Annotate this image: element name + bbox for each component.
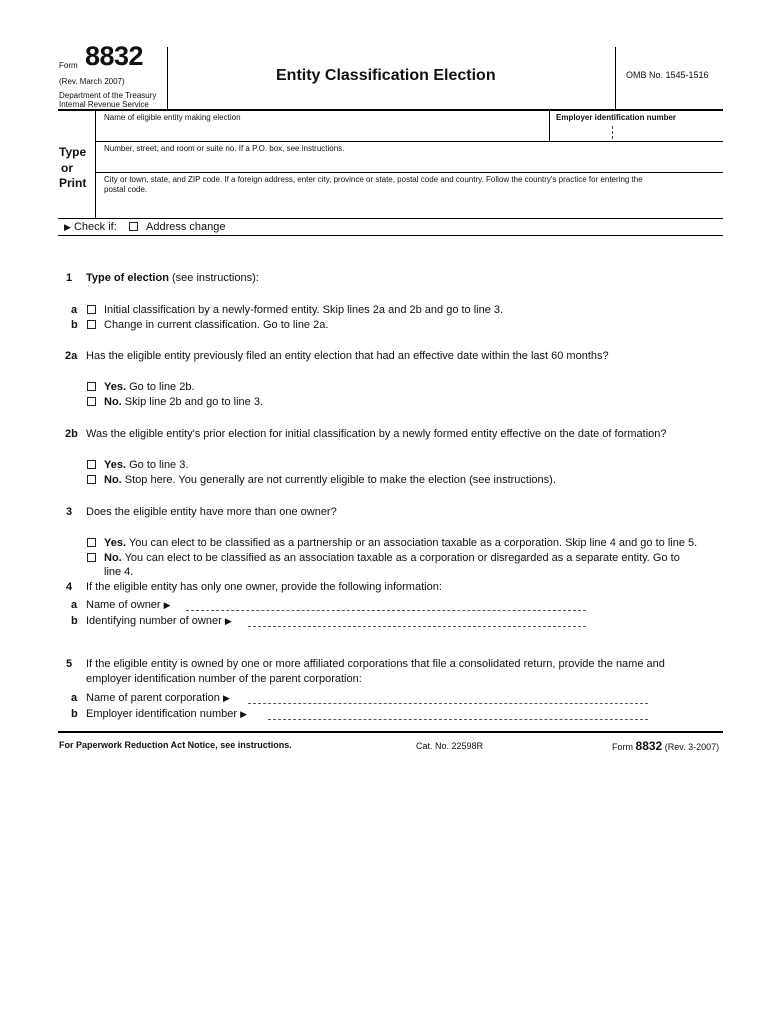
- line-2a-no-label: No.: [104, 396, 122, 408]
- owner-name-input[interactable]: [186, 599, 586, 611]
- parent-corporation-name-input[interactable]: [248, 692, 648, 704]
- line-2a-number: 2a: [65, 350, 78, 362]
- arrow-right-icon: ▶: [224, 616, 232, 626]
- line-2a-no-row: [104, 396, 263, 409]
- arrow-right-icon: ▶: [64, 222, 71, 232]
- line-5-question-2: employer identification number of the parent corporation:: [86, 673, 362, 685]
- footer-top-rule: [58, 731, 723, 733]
- line-2a-no-text: Skip line 2b and go to line 3.: [124, 396, 264, 408]
- line-1b-text: Change in current classification. Go to line 2a.: [104, 319, 329, 331]
- address-change-label: Address change: [146, 221, 226, 233]
- paperwork-notice: For Paperwork Reduction Act Notice, see instructions.: [59, 740, 292, 750]
- department-line-2: Internal Revenue Service: [59, 100, 149, 109]
- line-2a-yes-row: [104, 381, 195, 394]
- arrow-right-icon: ▶: [222, 693, 230, 703]
- line-4-question: If the eligible entity has only one owner, provide the following information:: [86, 581, 442, 593]
- line-3-question: Does the eligible entity have more than one owner?: [86, 506, 337, 518]
- footer-revision: (Rev. 3-2007): [664, 742, 720, 752]
- line-1-title: Type of election: [86, 272, 169, 284]
- ein-divider: [549, 110, 550, 141]
- owner-id-number-input[interactable]: [248, 615, 586, 627]
- line-2b-yes-checkbox[interactable]: [87, 460, 96, 469]
- form-number: 8832: [85, 41, 144, 71]
- line-5-question-1: If the eligible entity is owned by one or more affiliated corporations that file a consolidated return, provide the name and: [86, 658, 665, 670]
- line-4a-label: Name of owner: [86, 599, 161, 611]
- line-2b-yes-row: [104, 459, 188, 472]
- line-2a-yes-text: Go to line 2b.: [129, 381, 195, 393]
- line-3-yes-row: [104, 537, 697, 550]
- line-3-yes-label: Yes.: [104, 537, 127, 549]
- footer-form-id: [612, 741, 719, 753]
- change-classification-checkbox[interactable]: [87, 320, 96, 329]
- line-1-note: (see instructions):: [171, 272, 259, 284]
- line-4b-label: Identifying number of owner: [86, 615, 222, 627]
- address-change-checkbox[interactable]: [129, 222, 138, 231]
- line-3-no-text-1: You can elect to be classified as an association taxable as a corporation or disregarded as a separate entity. Go to: [124, 552, 680, 564]
- line-1a-letter: a: [71, 304, 78, 316]
- line-2b-number: 2b: [65, 428, 78, 440]
- check-if-row: [64, 221, 117, 234]
- line-2b-no-label: No.: [104, 474, 122, 486]
- line-3-yes-checkbox[interactable]: [87, 538, 96, 547]
- check-if-label: Check if:: [73, 221, 117, 233]
- line-1-title-row: [86, 272, 259, 285]
- line-4b-letter: b: [71, 615, 78, 627]
- arrow-right-icon: ▶: [163, 600, 171, 610]
- city-input[interactable]: [104, 199, 714, 213]
- row-rule-2: [95, 172, 723, 173]
- line-2b-question: Was the eligible entity's prior election for initial classification by a newly formed entity effective on the date of formation?: [86, 428, 667, 440]
- line-4-number: 4: [66, 581, 73, 593]
- line-5b-letter: b: [71, 708, 78, 720]
- line-2b-yes-label: Yes.: [104, 459, 127, 471]
- header-bottom-rule: [58, 109, 723, 111]
- row-rule-4: [58, 235, 723, 236]
- line-4a-letter: a: [71, 599, 78, 611]
- line-3-no-row: [104, 552, 680, 565]
- ein-input[interactable]: [556, 126, 718, 140]
- line-2a-yes-label: Yes.: [104, 381, 127, 393]
- line-4b-label-row: [86, 615, 232, 628]
- line-1b-letter: b: [71, 319, 78, 331]
- line-2a-question: Has the eligible entity previously filed an entity election that had an effective date within the last 60 months?: [86, 350, 609, 362]
- line-3-no-checkbox[interactable]: [87, 553, 96, 562]
- header-divider-left: [167, 47, 168, 109]
- line-3-no-label: No.: [104, 552, 122, 564]
- street-input[interactable]: [104, 157, 714, 171]
- parent-ein-input[interactable]: [268, 708, 648, 720]
- or-label: or: [61, 161, 73, 175]
- line-5b-label: Employer identification number: [86, 708, 238, 720]
- entity-name-label: Name of eligible entity making election: [104, 113, 241, 122]
- line-2a-yes-checkbox[interactable]: [87, 382, 96, 391]
- line-2a-no-checkbox[interactable]: [87, 397, 96, 406]
- line-3-number: 3: [66, 506, 73, 518]
- header-divider-right: [615, 47, 616, 109]
- form-word: Form: [59, 61, 78, 70]
- catalog-number: Cat. No. 22598R: [416, 741, 484, 751]
- identity-left-rule: [95, 110, 96, 218]
- line-2b-no-checkbox[interactable]: [87, 475, 96, 484]
- line-1-number: 1: [66, 272, 73, 284]
- type-label: Type: [59, 145, 87, 159]
- line-4a-label-row: [86, 599, 171, 612]
- line-2b-no-row: [104, 474, 556, 487]
- initial-classification-checkbox[interactable]: [87, 305, 96, 314]
- row-rule-1: [95, 141, 723, 142]
- footer-form-word: Form: [612, 742, 633, 752]
- form-revision: (Rev. March 2007): [59, 77, 125, 86]
- line-1a-text: Initial classification by a newly-formed entity. Skip lines 2a and 2b and go to line 3.: [104, 304, 504, 316]
- line-3-no-text-2: line 4.: [104, 566, 134, 578]
- line-5b-label-row: [86, 708, 247, 721]
- line-3-yes-text: You can elect to be classified as a partnership or an association taxable as a corporation. Skip line 4 and go to line 5.: [128, 537, 698, 549]
- footer-form-number: 8832: [635, 739, 663, 753]
- ein-label: Employer identification number: [556, 113, 677, 122]
- street-label: Number, street, and room or suite no. If a P.O. box, see instructions.: [104, 144, 345, 153]
- row-rule-3: [58, 218, 723, 219]
- city-label-line-2: postal code.: [104, 185, 148, 194]
- line-5-number: 5: [66, 658, 73, 670]
- omb-number: OMB No. 1545-1516: [626, 70, 709, 80]
- entity-name-input[interactable]: [104, 126, 544, 140]
- form-title: Entity Classification Election: [276, 67, 496, 84]
- line-5a-letter: a: [71, 692, 78, 704]
- line-5a-label: Name of parent corporation: [86, 692, 220, 704]
- line-2b-no-text: Stop here. You generally are not currently eligible to make the election (see instructions).: [124, 474, 556, 486]
- print-label: Print: [59, 176, 87, 190]
- city-label-line-1: City or town, state, and ZIP code. If a foreign address, enter city, province or state, postal code and country. Follow the country's practice for entering the: [104, 175, 643, 184]
- line-2b-yes-text: Go to line 3.: [129, 459, 189, 471]
- department-line-1: Department of the Treasury: [59, 91, 157, 100]
- arrow-right-icon: ▶: [240, 709, 248, 719]
- line-5a-label-row: [86, 692, 230, 705]
